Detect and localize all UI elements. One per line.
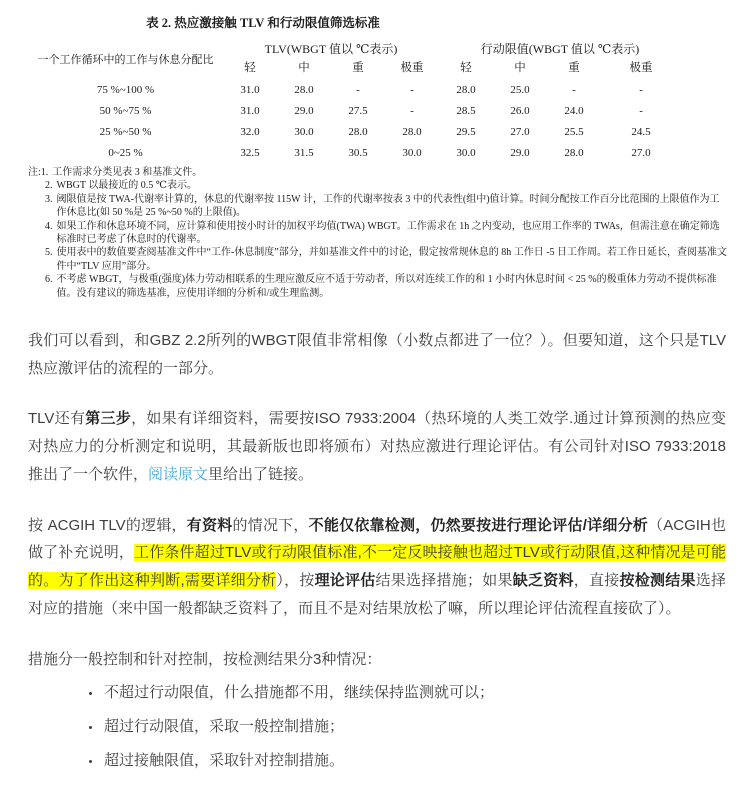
- bold-text: 第三步: [85, 410, 132, 428]
- text-segment: 措施分一般控制和针对控制，按检测结果分3种情况：: [28, 650, 382, 668]
- work-rest-ratio-cell: 75 %~100 %: [96, 83, 155, 96]
- wbgt-value-cell: 28.0: [294, 83, 314, 96]
- note-number: 注:1.: [28, 167, 49, 178]
- article-body: [28, 327, 726, 775]
- wbgt-value-cell: 26.0: [510, 104, 530, 117]
- note-number: 2.: [45, 180, 53, 192]
- wbgt-value-cell: 31.0: [240, 83, 260, 96]
- text-segment: ），按: [276, 572, 315, 590]
- note-text: 不考虑 WBGT，与极重(强度)体力劳动相联系的生理应激反应不适于劳动者，所以对连续工作的和 1 小时内休息时间 < 25 %的极重体力劳动不提供标准值。没有建议的筛选基准，应使用详细的分析和/或生理监测。: [56, 274, 717, 299]
- table-body: [28, 79, 681, 163]
- wbgt-value-cell: 27.0: [510, 125, 530, 138]
- wbgt-value-cell: 30.0: [402, 146, 422, 159]
- workload-subheader: 中: [298, 62, 310, 74]
- wbgt-value-cell: 25.0: [510, 83, 530, 96]
- wbgt-value-cell: 28.0: [564, 146, 584, 159]
- measure-bullet-item: • 超过接触限值，采取针对控制措施。: [102, 747, 726, 775]
- note-number: 3.: [45, 193, 53, 205]
- wbgt-value-cell: 32.0: [240, 125, 260, 138]
- measure-bullet-item: • 不超过行动限值，什么措施都不用，继续保持监测就可以；: [102, 679, 726, 707]
- note-number: 6.: [45, 274, 53, 286]
- note-text: 阈限值是按 TWA-代谢率计算的，休息的代谢率按 115W 计，工作的代谢率按表 3 中的代表性(组中)值计算。时间分配按工作百分比范围的上限值作为工作休息比(如 50 %是 25 %~50 %的上限值)。: [56, 193, 720, 219]
- highlighted-text: 工作条件超过TLV或行动限值标准,不一定反映接触也超过TLV或行动限值,这种情况是可能的。为了作出这种判断,需要详细分析: [28, 544, 726, 590]
- wbgt-value-cell: 24.0: [564, 104, 584, 117]
- wbgt-value-cell: 28.0: [348, 125, 368, 138]
- wbgt-value-cell: -: [639, 104, 643, 117]
- workload-subheader: 极重: [629, 62, 653, 74]
- text-segment: TLV还有: [28, 410, 86, 428]
- wbgt-value-cell: 29.0: [510, 146, 530, 159]
- text-segment: 的情况下，: [232, 516, 309, 534]
- measures-bullet-list: [28, 679, 726, 774]
- note-text: 使用表中的数值要查阅基准文件中“工作-休息制度”部分，并如基准文件中的讨论，假定按常规休息的 8h 工作日 -5 日工作周。若工作日延长，查阅基准文件中“TLV 应用”部分。: [56, 247, 728, 272]
- paragraph-acgih-logic: [28, 512, 726, 623]
- table-note: [45, 246, 728, 273]
- wbgt-value-cell: 31.0: [240, 104, 260, 117]
- table-note: [45, 220, 728, 247]
- text-segment: 里给出了链接。: [208, 465, 314, 483]
- wbgt-value-cell: 25.5: [564, 125, 584, 138]
- table-note: [45, 273, 728, 300]
- tlv-group-header: TLV(WBGT 值以 ℃表示): [264, 42, 398, 56]
- workload-subheader: 极重: [400, 62, 424, 74]
- note-number: 5.: [45, 247, 53, 259]
- text-segment: 按 ACGIH TLV的逻辑，: [28, 516, 187, 534]
- wbgt-value-cell: 31.5: [294, 146, 314, 159]
- table-note: [45, 179, 728, 192]
- wbgt-value-cell: -: [410, 83, 414, 96]
- table-note: [28, 166, 728, 179]
- wbgt-value-cell: 28.5: [456, 104, 476, 117]
- wbgt-value-cell: 28.0: [456, 83, 476, 96]
- wbgt-value-cell: 27.0: [631, 146, 651, 159]
- paragraph-wbgt-comparison: [28, 327, 726, 383]
- text-segment: 选择对应的措施（来中国一般都缺乏资料了，而且不是对结果放松了嘛，所以理论评估流程直接砍了）。: [28, 572, 726, 617]
- workload-subheader: 中: [514, 62, 526, 74]
- wbgt-value-cell: -: [356, 83, 360, 96]
- table-group-header-row: [28, 38, 681, 59]
- bold-text: 按检测结果: [619, 572, 696, 590]
- read-original-link[interactable]: 阅读原文: [148, 465, 209, 483]
- wbgt-value-cell: 30.5: [348, 146, 368, 159]
- workload-subheader: 重: [568, 62, 580, 74]
- wbgt-value-cell: 30.0: [456, 146, 476, 159]
- wbgt-value-cell: 29.5: [456, 125, 476, 138]
- wbgt-value-cell: 29.0: [294, 104, 314, 117]
- workload-subheader: 轻: [460, 62, 472, 74]
- table-row: [28, 121, 681, 142]
- note-number: 4.: [45, 220, 53, 232]
- wbgt-value-cell: 30.0: [294, 125, 314, 138]
- text-segment: ，直接: [573, 572, 620, 590]
- wbgt-value-cell: -: [639, 83, 643, 96]
- paragraph-third-step: [28, 405, 726, 488]
- work-rest-ratio-cell: 50 %~75 %: [99, 104, 152, 117]
- table-notes: [28, 166, 728, 300]
- wbgt-value-cell: 32.5: [240, 146, 260, 159]
- note-text: WBGT 以最接近的 0.5 ℃表示。: [56, 180, 197, 192]
- measure-bullet-item: • 超过行动限值，采取一般控制措施；: [102, 713, 726, 741]
- text-segment: 结果选择措施；如果: [375, 572, 513, 590]
- bold-text: 有资料: [186, 516, 233, 534]
- table-row: [28, 142, 681, 163]
- paragraph-measures-intro: [28, 646, 726, 674]
- note-text: 工作需求分类见表 3 和基准文件。: [52, 167, 203, 178]
- wbgt-value-cell: 27.5: [348, 104, 368, 117]
- bold-text: 不能仅依靠检测，仍然要按进行理论评估/详细分析: [308, 516, 649, 534]
- wbgt-value-cell: -: [572, 83, 576, 96]
- table-note: [45, 193, 728, 220]
- text-segment: ，如果有详细资料，需要按ISO 7933:2004（热环境的人类工效学.通过计算预测的热应变对热应力的分析测定和说明，其最新版也即将颁布）对热应激进行理论评估。有公司针对ISO 7933:2018推出了一个软件，: [28, 410, 726, 483]
- work-rest-ratio-cell: 0~25 %: [108, 146, 143, 159]
- wbgt-value-cell: 24.5: [631, 125, 651, 138]
- table-row: [28, 79, 681, 100]
- note-text: 如果工作和休息环境不同，应计算和使用按小时计的加权平均值(TWA) WBGT。工作需求在 1h 之内变动，也应用工作率的 TWAs，但需注意在确定筛选标准时已考虑了休息时的代谢率。: [56, 220, 720, 245]
- table-row: [28, 100, 681, 121]
- wbgt-value-cell: -: [410, 104, 414, 117]
- text-segment: 我们可以看到，和GBZ 2.2所列的WBGT限值非常相像（小数点都进了一位？）。但要知道，这个只是TLV热应激评估的流程的一部分。: [28, 331, 726, 377]
- work-rest-ratio-header: 一个工作循环中的工作与休息分配比: [37, 53, 214, 66]
- action-limit-group-header: 行动限值(WBGT 值以 ℃表示): [480, 42, 640, 56]
- table-title: 表 2. 热应激接触 TLV 和行动限值筛选标准: [146, 16, 380, 30]
- wbgt-value-cell: 28.0: [402, 125, 422, 138]
- work-rest-ratio-cell: 25 %~50 %: [99, 125, 152, 138]
- bold-text: 缺乏资料: [512, 572, 574, 590]
- tlv-screening-table: [28, 38, 681, 163]
- table-block: [28, 13, 726, 300]
- bold-text: 理论评估: [314, 572, 376, 590]
- workload-subheader: 轻: [244, 62, 256, 74]
- text-segment: （ACGIH也做了补充说明，: [28, 516, 726, 562]
- workload-subheader: 重: [352, 62, 364, 74]
